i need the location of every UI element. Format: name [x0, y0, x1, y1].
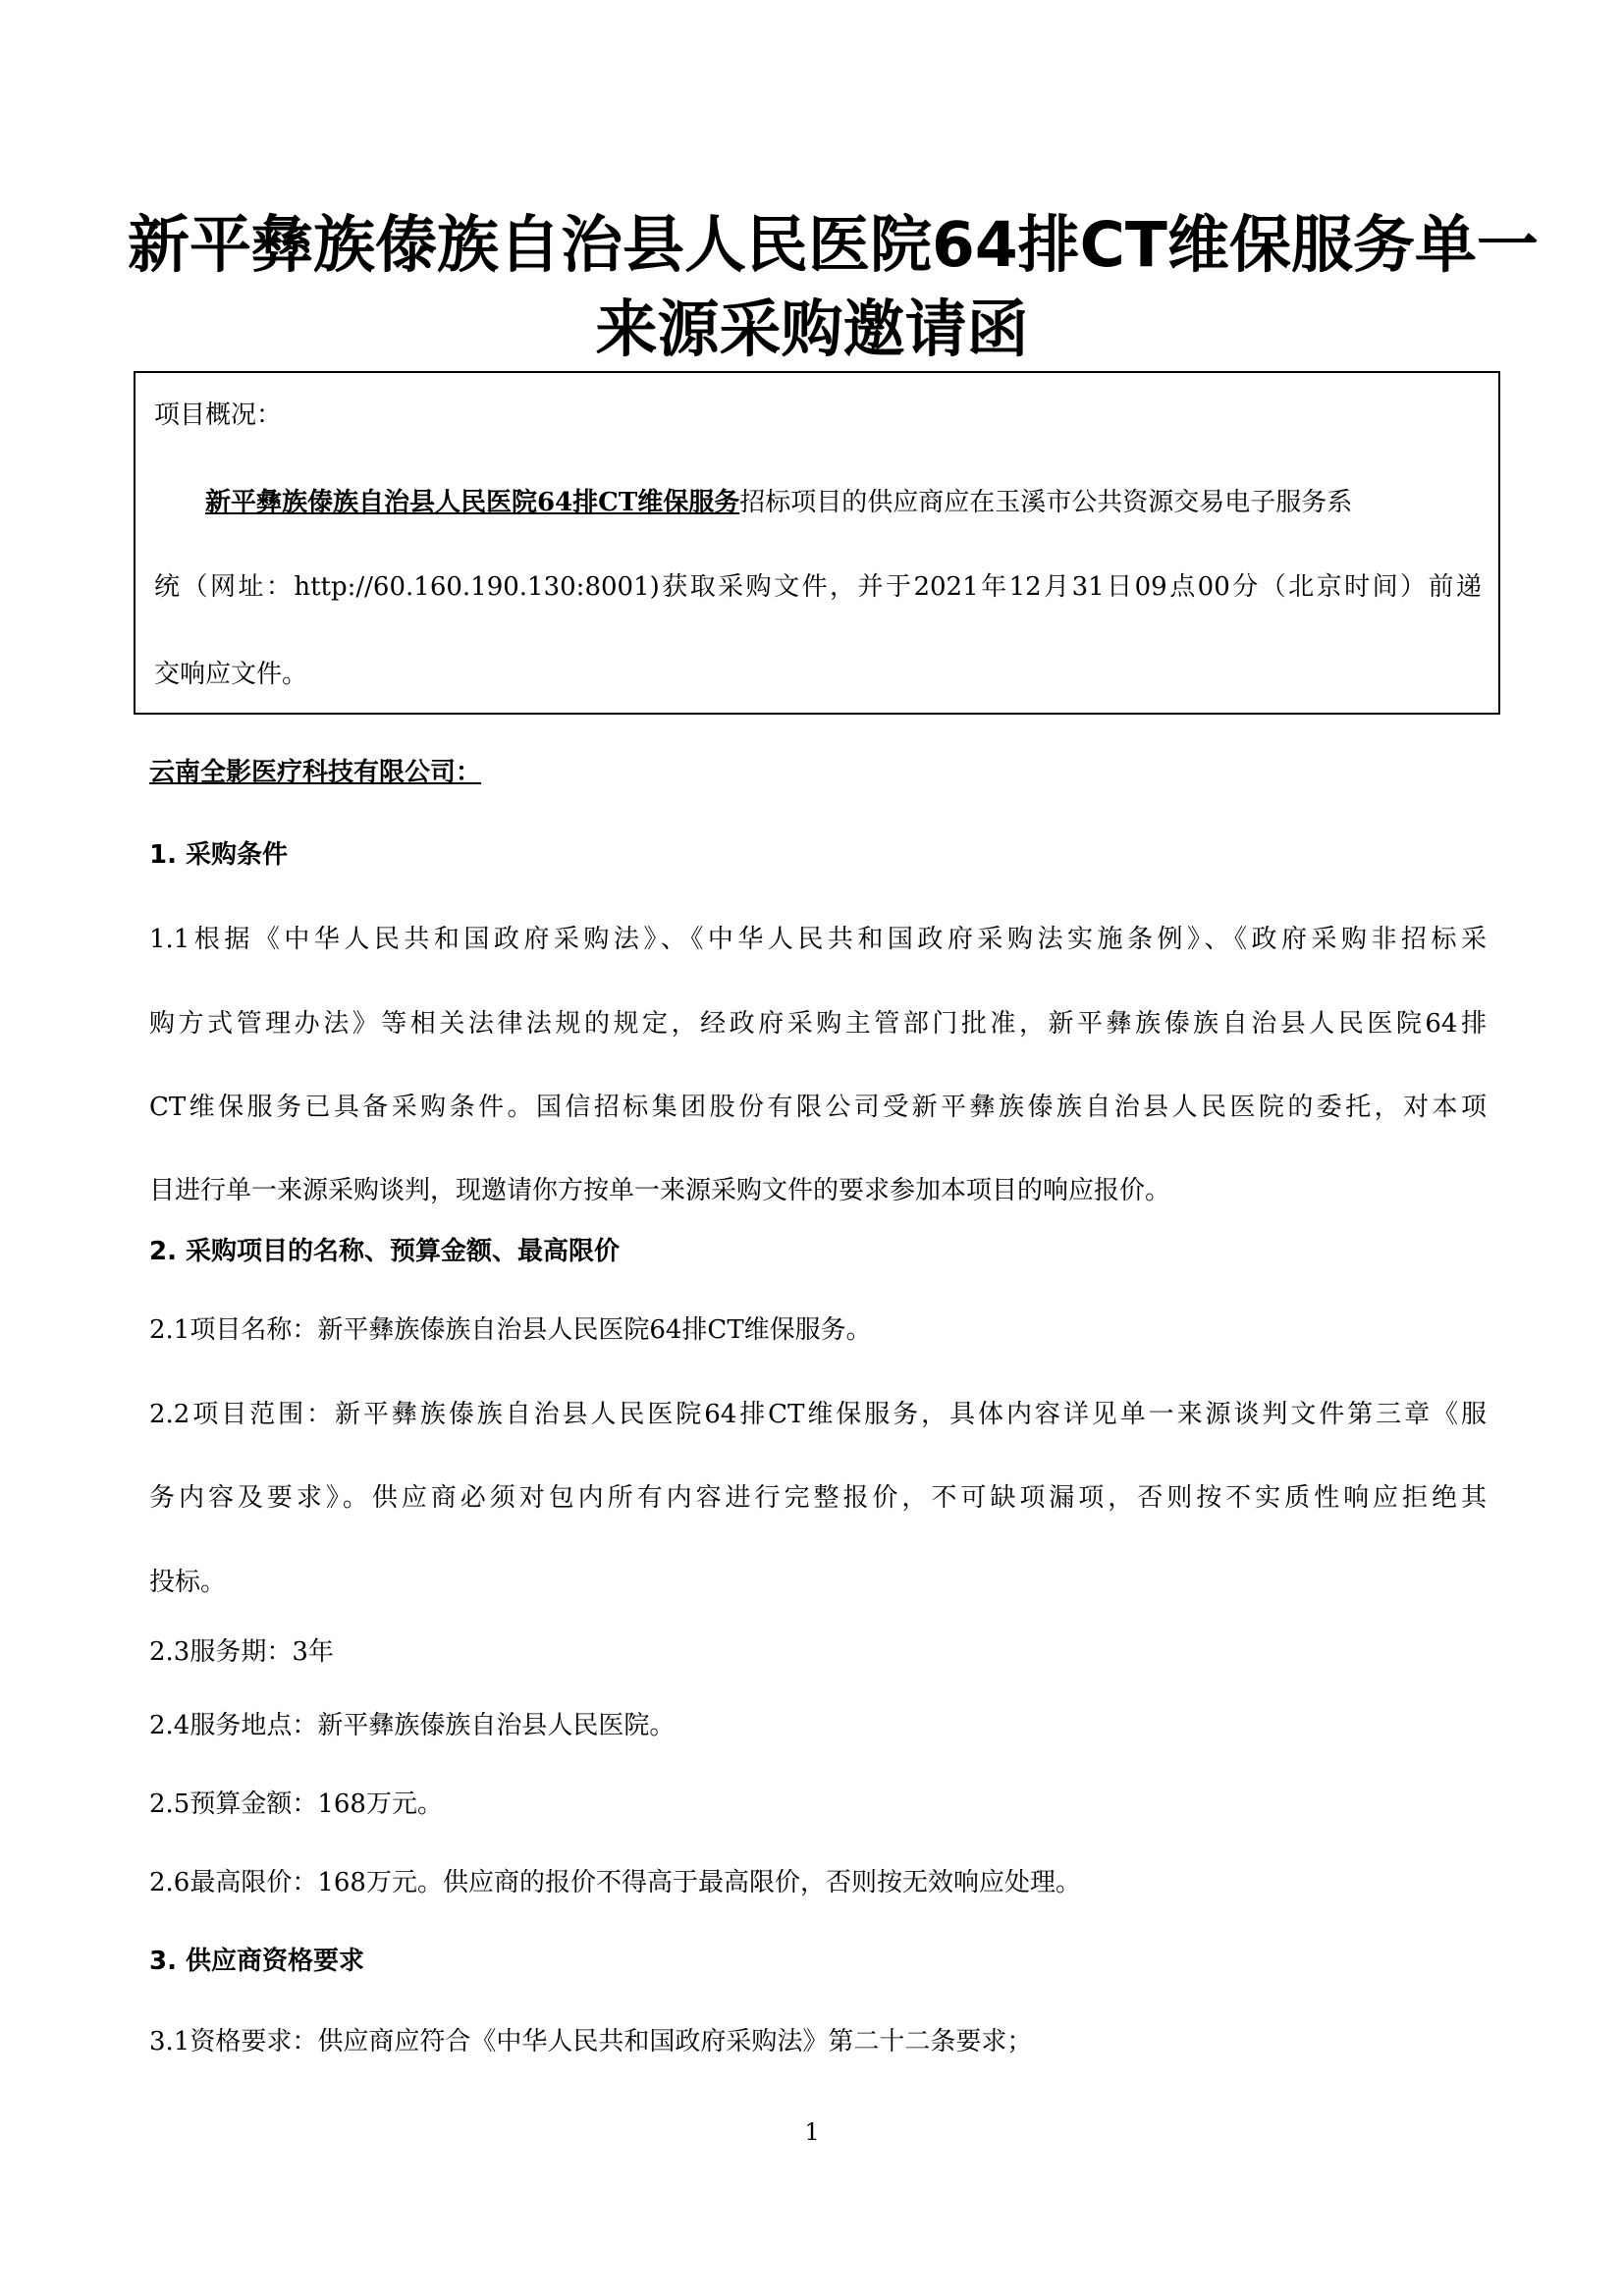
section-2-item-2-line-3: 投标。: [149, 1568, 227, 1597]
document-title-line-2: 来源采购邀请函: [595, 294, 1029, 365]
section-2-item-5: 2.5预算金额：168万元。: [149, 1789, 443, 1819]
project-overview-box: [134, 371, 1500, 715]
section-1-heading: 1. 采购条件: [149, 840, 289, 870]
document-title-line-1: 新平彝族傣族自治县人民医院64排CT维保服务单一: [128, 209, 1539, 281]
addressee: 云南全影医疗科技有限公司：: [149, 758, 482, 787]
section-2-heading: 2. 采购项目的名称、预算金额、最高限价: [149, 1237, 621, 1266]
section-1-line-2: 购方式管理办法》等相关法律法规的规定，经政府采购主管部门批准，新平彝族傣族自治县人民医院64排: [149, 1009, 1487, 1039]
section-2-item-2-line-2: 务内容及要求》。供应商必须对包内所有内容进行完整报价，不可缺项漏项，否则按不实质性响应拒绝其: [149, 1483, 1487, 1513]
overview-label: 项目概况：: [154, 400, 283, 430]
overview-line-3: 交响应文件。: [154, 660, 308, 689]
overview-text-a: 招标项目的供应商应在玉溪市公共资源交易电子服务系: [739, 488, 1353, 517]
section-2-item-2-line-1: 2.2项目范围：新平彝族傣族自治县人民医院64排CT维保服务，具体内容详见单一来源谈判文件第三章《服: [149, 1400, 1487, 1429]
page-number: 1: [804, 2118, 820, 2146]
section-1-line-1: 1.1根据《中华人民共和国政府采购法》、《中华人民共和国政府采购法实施条例》、《政府采购非招标采: [149, 925, 1487, 954]
overview-line-1: [205, 488, 1352, 517]
section-2-item-1: 2.1项目名称：新平彝族傣族自治县人民医院64排CT维保服务。: [149, 1315, 872, 1345]
section-3-heading: 3. 供应商资格要求: [149, 1947, 365, 1976]
section-3-item-1: 3.1资格要求：供应商应符合《中华人民共和国政府采购法》第二十二条要求；: [149, 2027, 1033, 2056]
section-1-line-3: CT维保服务已具备采购条件。国信招标集团股份有限公司受新平彝族傣族自治县人民医院的委托，对本项: [149, 1093, 1487, 1122]
overview-project-name: 新平彝族傣族自治县人民医院64排CT维保服务: [205, 488, 740, 517]
section-2-item-6: 2.6最高限价：168万元。供应商的报价不得高于最高限价，否则按无效响应处理。: [149, 1868, 1081, 1897]
section-2-item-3: 2.3服务期：3年: [149, 1637, 334, 1667]
overview-line-2: 统（网址：http://60.160.190.130:8001)获取采购文件，并于2021年12月31日09点00分（北京时间）前递: [154, 572, 1482, 602]
section-1-line-4: 目进行单一来源采购谈判，现邀请你方按单一来源采购文件的要求参加本项目的响应报价。: [149, 1176, 1171, 1205]
section-2-item-4: 2.4服务地点：新平彝族傣族自治县人民医院。: [149, 1711, 676, 1740]
